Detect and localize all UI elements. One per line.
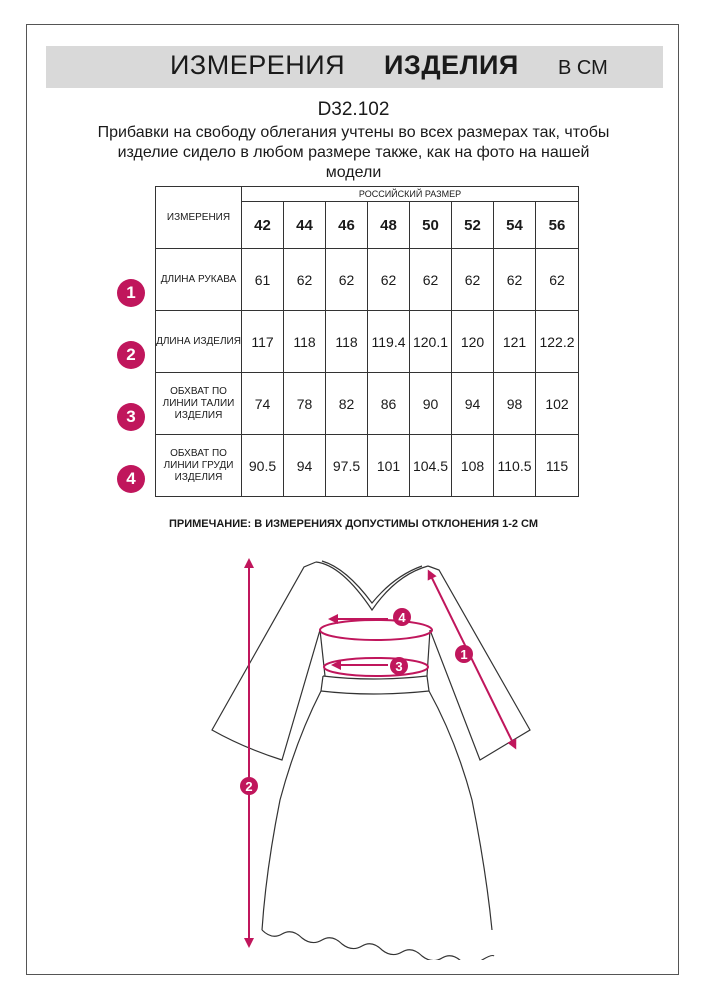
measurement-arrow-icon (249, 563, 514, 943)
size-group-header: РОССИЙСКИЙ РАЗМЕР (242, 187, 579, 202)
table-cell: 90.5 (242, 435, 284, 497)
table-cell: 78 (284, 373, 326, 435)
size-header: 54 (494, 202, 536, 249)
diagram-badge-1 (455, 645, 473, 663)
table-row (156, 373, 579, 435)
svg-text:4: 4 (398, 610, 406, 625)
table-cell: 120 (452, 311, 494, 373)
svg-text:3: 3 (395, 659, 403, 674)
table-cell: 61 (242, 249, 284, 311)
row-label: ОБХВАТ ПО ЛИНИИ ТАЛИИ ИЗДЕЛИЯ (156, 373, 242, 435)
table-cell: 118 (326, 311, 368, 373)
diagram-badge-3 (390, 657, 408, 675)
table-cell: 62 (326, 249, 368, 311)
dress-diagram (0, 540, 707, 960)
table-cell: 94 (284, 435, 326, 497)
svg-text:1: 1 (460, 647, 468, 662)
product-code: D32.102 (317, 99, 390, 120)
size-header: 48 (368, 202, 410, 249)
tolerance-remark: ПРИМЕЧАНИЕ: В ИЗМЕРЕНИЯХ ДОПУСТИМЫ ОТКЛОНЕНИЯ 1-2 СМ (168, 518, 539, 530)
table-cell: 101 (368, 435, 410, 497)
table-row (156, 249, 579, 311)
table-cell: 120.1 (410, 311, 452, 373)
row-label: ДЛИНА ИЗДЕЛИЯ (156, 311, 242, 373)
row-number-badge: 3 (117, 403, 145, 431)
row-label: ДЛИНА РУКАВА (156, 249, 242, 311)
size-header: 56 (536, 202, 579, 249)
fit-note: Прибавки на свободу облегания учтены во всех размерах так, чтобы изделие сидело в любом размере также, как на фото на нашей модели (97, 124, 610, 181)
table-row (156, 311, 579, 373)
table-cell: 62 (494, 249, 536, 311)
table-cell: 62 (536, 249, 579, 311)
diagram-badge-2 (240, 777, 258, 795)
table-cell: 94 (452, 373, 494, 435)
size-header: 44 (284, 202, 326, 249)
title-unit: В СМ (558, 57, 608, 79)
table-cell: 104.5 (410, 435, 452, 497)
table-cell: 108 (452, 435, 494, 497)
size-table (155, 186, 579, 497)
table-cell: 98 (494, 373, 536, 435)
table-cell: 62 (452, 249, 494, 311)
table-cell: 119.4 (368, 311, 410, 373)
title-word-product: ИЗДЕЛИЯ (384, 50, 519, 80)
table-cell: 122.2 (536, 311, 579, 373)
table-cell: 118 (284, 311, 326, 373)
table-cell: 62 (368, 249, 410, 311)
size-header: 50 (410, 202, 452, 249)
table-cell: 82 (326, 373, 368, 435)
table-cell: 115 (536, 435, 579, 497)
title-word-measurements: ИЗМЕРЕНИЯ (170, 50, 346, 80)
table-cell: 97.5 (326, 435, 368, 497)
table-cell: 121 (494, 311, 536, 373)
table-cell: 86 (368, 373, 410, 435)
table-cell: 62 (410, 249, 452, 311)
table-cell: 102 (536, 373, 579, 435)
table-cell: 62 (284, 249, 326, 311)
row-label: ОБХВАТ ПО ЛИНИИ ГРУДИ ИЗДЕЛИЯ (156, 435, 242, 497)
table-cell: 110.5 (494, 435, 536, 497)
table-cell: 117 (242, 311, 284, 373)
table-row (156, 435, 579, 497)
table-cell: 90 (410, 373, 452, 435)
row-number-badge: 1 (117, 279, 145, 307)
row-number-badge: 2 (117, 341, 145, 369)
measurements-header: ИЗМЕРЕНИЯ (156, 187, 242, 249)
diagram-badge-4 (393, 608, 411, 626)
row-number-badge: 4 (117, 465, 145, 493)
table-cell: 74 (242, 373, 284, 435)
svg-text:2: 2 (245, 779, 253, 794)
size-header: 52 (452, 202, 494, 249)
size-header: 42 (242, 202, 284, 249)
size-header: 46 (326, 202, 368, 249)
